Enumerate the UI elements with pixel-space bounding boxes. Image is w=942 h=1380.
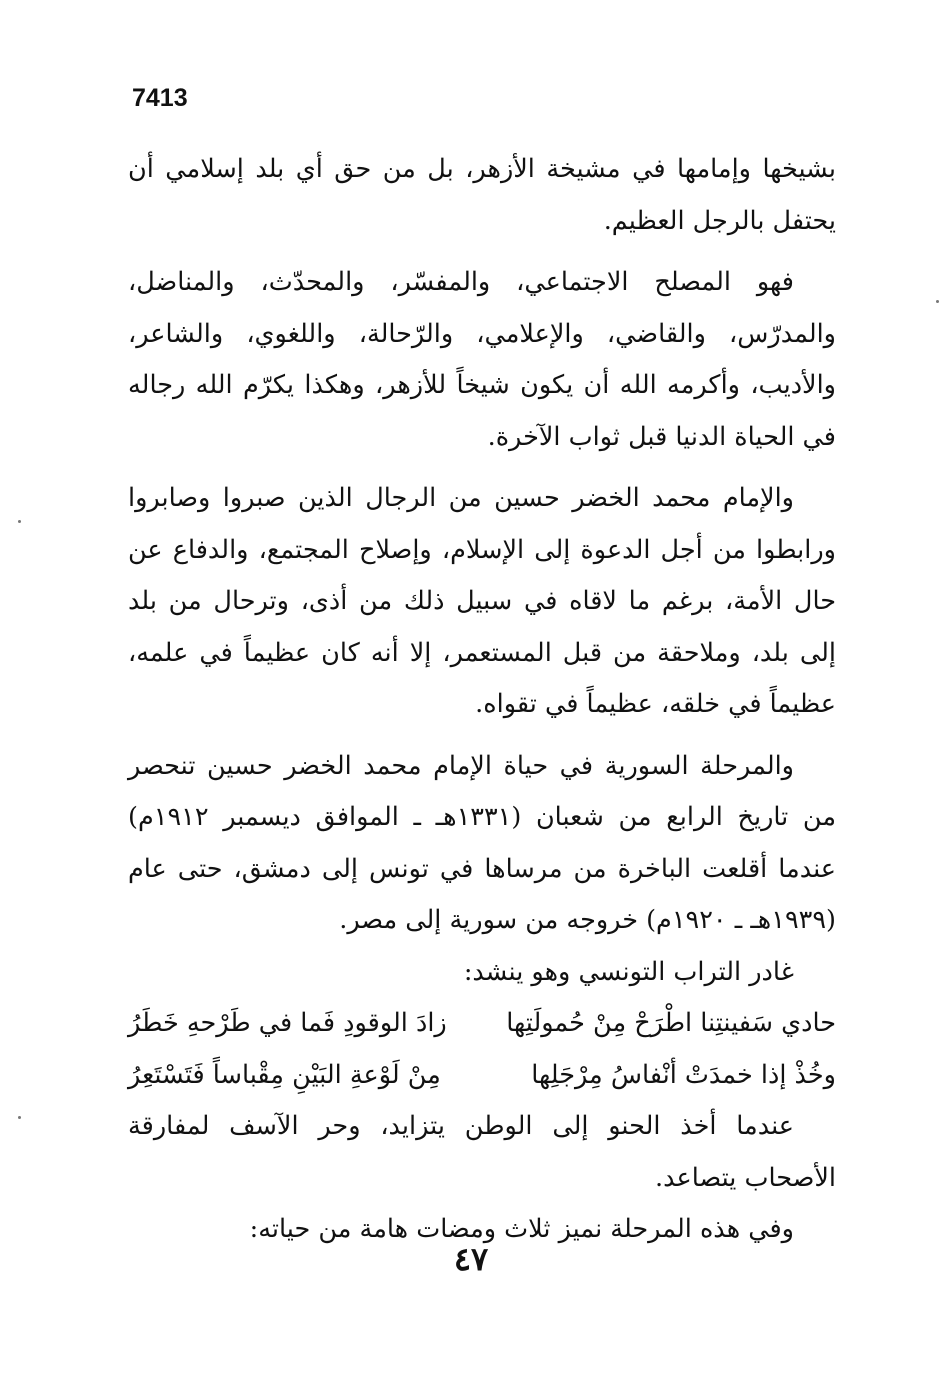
scan-speck [18, 1116, 21, 1119]
document-id-number: 7413 [132, 84, 188, 112]
verse-2-second-hemistich: مِنْ لَوْعةِ البَيْنِ مِقْباساً فَتَسْتَعِرُ [128, 1059, 441, 1090]
continuation-paragraph: بشيخها وإمامها في مشيخة الأزهر، بل من حق أي بلد إسلامي أن يحتفل بالرجل العظيم. [128, 154, 836, 236]
paragraph-longing: عندما أخذ الحنو إلى الوطن يتزايد، وحر الآسف لمفارقة الأصحاب يتصاعد. [128, 1111, 836, 1193]
verse-1-second-hemistich: زادَ الوقودِ فَما في طَرْحهِ خَطَرُ [128, 1008, 447, 1038]
page-folio-number: ٤٧ [453, 1240, 489, 1278]
scan-speck [18, 520, 21, 523]
paragraph-patience: والإمام محمد الخضر حسين من الرجال الذين صبروا وصابروا ورابطوا من أجل الدعوة إلى الإسلام، وإصلاح المجتمع، والدفاع عن حال الأمة، برغم ما لاقاه في سبيل ذلك من أذى، وترحال من بلد إلى بلد، وملاحقة من قبل المستعمر، إلا أنه كان عظيماً في علمه، عظيماً في خلقه، عظيماً في تقواه. [128, 483, 836, 719]
paragraph-syrian-period: والمرحلة السورية في حياة الإمام محمد الخضر حسين تنحصر من تاريخ الرابع من شعبان (١٣٣١هـ ـ الموافق ديسمبر ١٩١٢م) عندما أقلعت الباخرة من مرساها في تونس إلى دمشق، حتى عام (١٩٣٩هـ ـ ١٩٢٠م) خروجه من سورية إلى مصر. [128, 750, 836, 935]
paragraph-reformer: فهو المصلح الاجتماعي، والمفسّر، والمحدّث، والمناضل، والمدرّس، والقاضي، والإعلامي، والرّحالة، واللغوي، والشاعر، والأديب، وأكرمه الله أن يكون شيخاً للأزهر، وهكذا يكرّم الله رجاله في الحياة الدنيا قبل ثواب الآخرة. [128, 267, 836, 452]
paragraph-poem-intro: غادر التراب التونسي وهو ينشد: [463, 956, 794, 987]
verse-line-2 [128, 1050, 836, 1102]
verse-2-first-hemistich: وخُذْ إذا خمدَتْ أنْفاسُ مِرْجَلِها [531, 1059, 836, 1090]
verse-line-1 [128, 998, 836, 1050]
verse-1-first-hemistich: حادي سَفينتِنا اطْرَحْ مِنْ حُمولَتِها [506, 1008, 836, 1038]
page-body [128, 144, 836, 1256]
paragraph-three-moments: وفي هذه المرحلة نميز ثلاث ومضات هامة من حياته: [249, 1214, 794, 1244]
scan-speck [936, 300, 939, 303]
